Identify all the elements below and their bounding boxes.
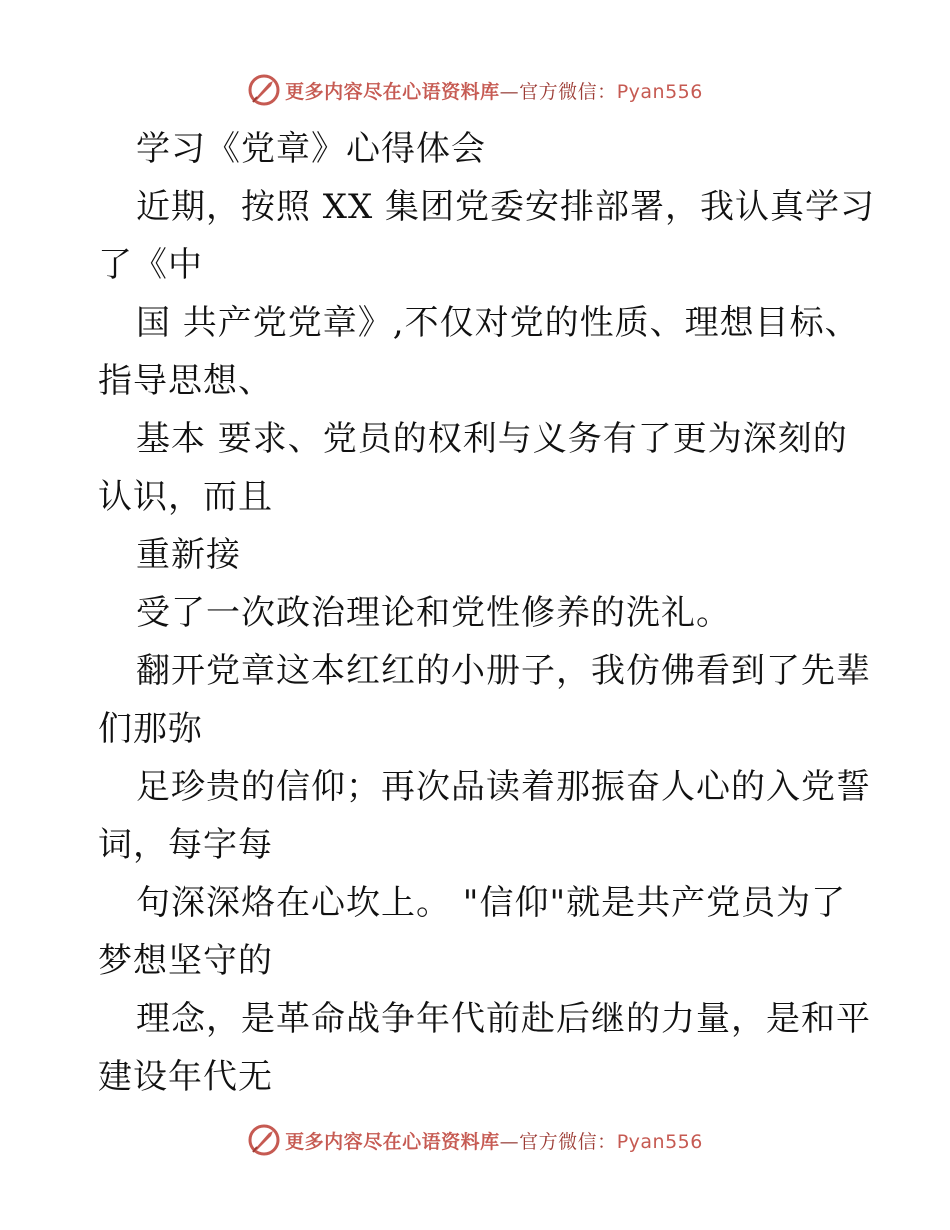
doc-line: 词，每字每	[98, 825, 273, 865]
banner-wechat-id: Pyan556	[616, 1130, 703, 1153]
banner-official-label: 官方微信：	[519, 80, 617, 103]
banner-separator: —	[499, 80, 520, 103]
doc-line: 句深深烙在心坎上。 "信仰"就是共产党员为了	[136, 883, 847, 923]
doc-line: 国 共产党党章》,不仅对党的性质、理想目标、	[136, 303, 860, 343]
banner-main-text: 更多内容尽在心语资料库	[285, 1130, 500, 1153]
doc-line: 重新接	[136, 535, 241, 575]
doc-line: 认识，而且	[98, 477, 273, 517]
quill-pen-logo-icon	[247, 1123, 281, 1157]
doc-line: 梦想坚守的	[98, 941, 273, 981]
doc-line: 理念，是革命战争年代前赴后继的力量，是和平	[136, 999, 871, 1039]
banner-separator: —	[499, 1130, 520, 1153]
doc-line: 了《中	[98, 245, 203, 285]
doc-line: 们那弥	[98, 709, 203, 749]
doc-line: 受了一次政治理论和党性修养的洗礼。	[136, 593, 731, 633]
quill-pen-logo-icon	[247, 73, 281, 107]
doc-line: 指导思想、	[98, 361, 273, 401]
header-banner	[0, 70, 950, 110]
doc-line: 近期，按照 XX 集团党委安排部署，我认真学习	[136, 187, 876, 227]
document-body	[98, 120, 876, 1106]
doc-line: 学习《党章》心得体会	[136, 129, 486, 169]
footer-banner	[0, 1120, 950, 1160]
banner-main-text: 更多内容尽在心语资料库	[285, 80, 500, 103]
banner-official-label: 官方微信：	[519, 1130, 617, 1153]
banner-wechat-id: Pyan556	[616, 80, 703, 103]
doc-line: 建设年代无	[98, 1057, 273, 1097]
doc-line: 翻开党章这本红红的小册子，我仿佛看到了先辈	[136, 651, 871, 691]
doc-line: 基本 要求、党员的权利与义务有了更为深刻的	[136, 419, 848, 459]
doc-line: 足珍贵的信仰；再次品读着那振奋人心的入党誓	[136, 767, 871, 807]
